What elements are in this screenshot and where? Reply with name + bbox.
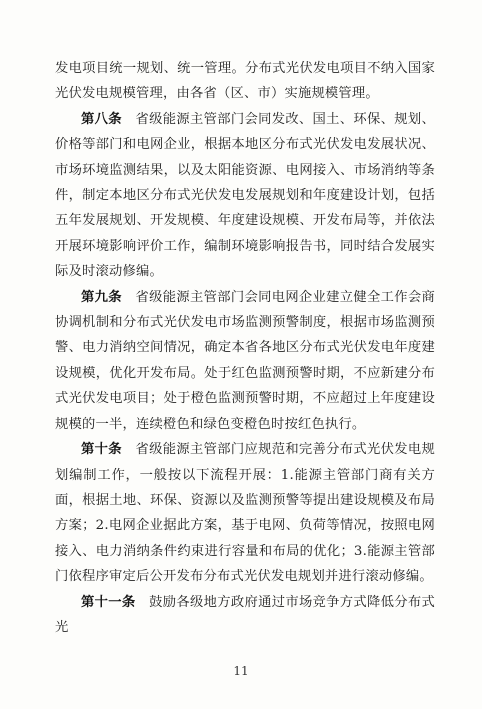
article-text: 省级能源主管部门会同电网企业建立健全工作会商协调机制和分布式光伏发电市场监测预警制度，根据市场监测预警、电力消纳空间情况，确定本省各地区分布式光伏发电年度建设规模，优化开发布局。处于红色监测预警时期，不应新建分布式光伏发电项目；处于橙色监测预警时期，不应超过上年度建设规模的一半，连续橙色和绿色变橙色时按红色执行。 <box>55 289 435 432</box>
article-heading: 第八条 <box>81 111 122 127</box>
article-text: 省级能源主管部门应规范和完善分布式光伏发电规划编制工作，一般按以下流程开展：1.能源主管部门商有关方面，根据土地、环保、资源以及监测预警等提出建设规模及布局方案；2.电网企业据此方案，基于电网、负荷等情况，按照电网接入、电力消纳条件约束进行容量和布局的优化；3.能源主管部门依程序审定后公开发布分布式光伏发电规划并进行滚动修编。 <box>55 442 435 585</box>
article-9 <box>55 285 435 437</box>
article-text: 鼓励各级地方政府通过市场竞争方式降低分布式光 <box>55 594 436 635</box>
article-text: 省级能源主管部门会同发改、国土、环保、规划、价格等部门和电网企业，根据本地区分布式光伏发电发展状况、市场环境监测结果，以及太阳能资源、电网接入、市场消纳等条件，制定本地区分布式光伏发电发展规划和年度建设计划，包括五年发展规划、开发规模、年度建设规模、开发布局等，并依法开展环境影响评价工作，编制环境影响报告书，同时结合发展实际及时滚动修编。 <box>55 111 435 280</box>
article-8 <box>55 107 435 285</box>
article-heading: 第十条 <box>81 442 122 458</box>
article-heading: 第九条 <box>81 289 122 305</box>
document-body <box>55 56 435 640</box>
page-number: 11 <box>233 664 249 678</box>
article-heading: 第十一条 <box>81 594 136 610</box>
article-11 <box>55 590 435 641</box>
paragraph-continued <box>55 56 435 107</box>
article-10 <box>55 437 435 589</box>
paragraph-text: 发电项目统一规划、统一管理。分布式光伏发电项目不纳入国家光伏发电规模管理，由各省（区、市）实施规模管理。 <box>55 61 435 102</box>
